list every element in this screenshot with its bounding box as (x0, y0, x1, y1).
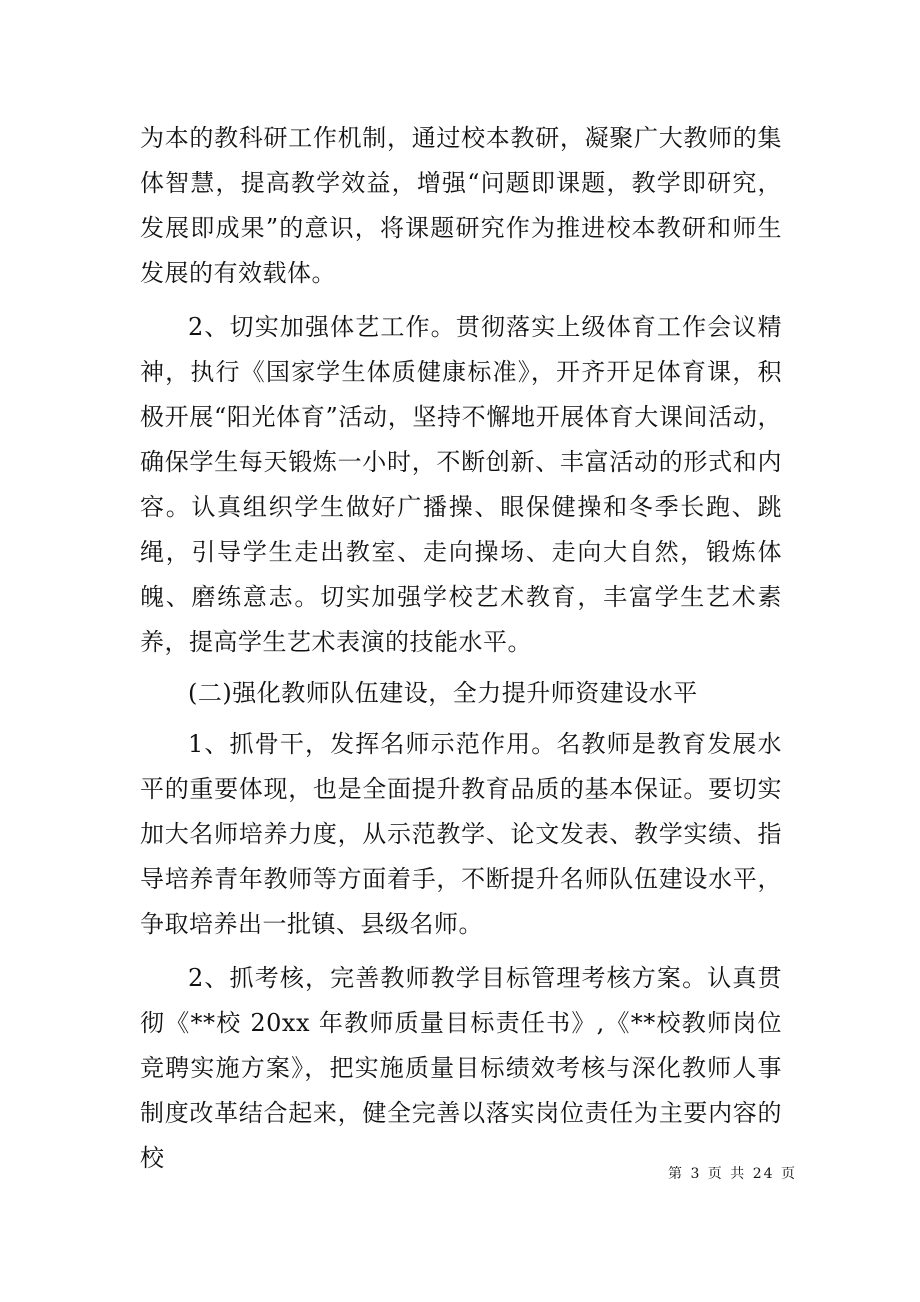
paragraph-key-teachers: 1、抓骨干，发挥名师示范作用。名教师是教育发展水平的重要体现，也是全面提升教育品质的基本保证。要切实加大名师培养力度，从示范教学、论文发表、教学实绩、指导培养青年教师等方面着手，不断提升名师队伍建设水平，争取培养出一批镇、县级名师。 (140, 730, 782, 938)
paragraph-assessment: 2、抓考核，完善教师教学目标管理考核方案。认真贯彻《**校 20xx 年教师质量目标责任书》,《**校教师岗位竞聘实施方案》，把实施质量目标绩效考核与深化教师人事制度改革结合起来，健全完善以落实岗位责任为主要内容的校 (140, 964, 782, 1172)
section-heading: (二)强化教师队伍建设，全力提升师资建设水平 (188, 679, 698, 707)
paragraph-sports-arts: 2、切实加强体艺工作。贯彻落实上级体育工作会议精神，执行《国家学生体质健康标准》，开齐开足体育课，积极开展“阳光体育”活动，坚持不懈地开展体育大课间活动，确保学生每天锻炼一小时，不断创新、丰富活动的形式和内容。认真组织学生做好广播操、眼保健操和冬季长跑、跳绳，引导学生走出教室、走向操场、走向大自然，锻炼体魄、磨练意志。切实加强学校艺术教育，丰富学生艺术素养，提高学生艺术表演的技能水平。 (140, 313, 782, 656)
paragraph-continuation: 为本的教科研工作机制，通过校本教研，凝聚广大教师的集体智慧，提高教学效益，增强“问题即课题，教学即研究，发展即成果”的意识，将课题研究作为推进校本教研和师生发展的有效载体。 (140, 124, 782, 287)
page-number-footer: 第 3 页 共 24 页 (668, 1166, 797, 1182)
document-body (140, 116, 782, 1181)
